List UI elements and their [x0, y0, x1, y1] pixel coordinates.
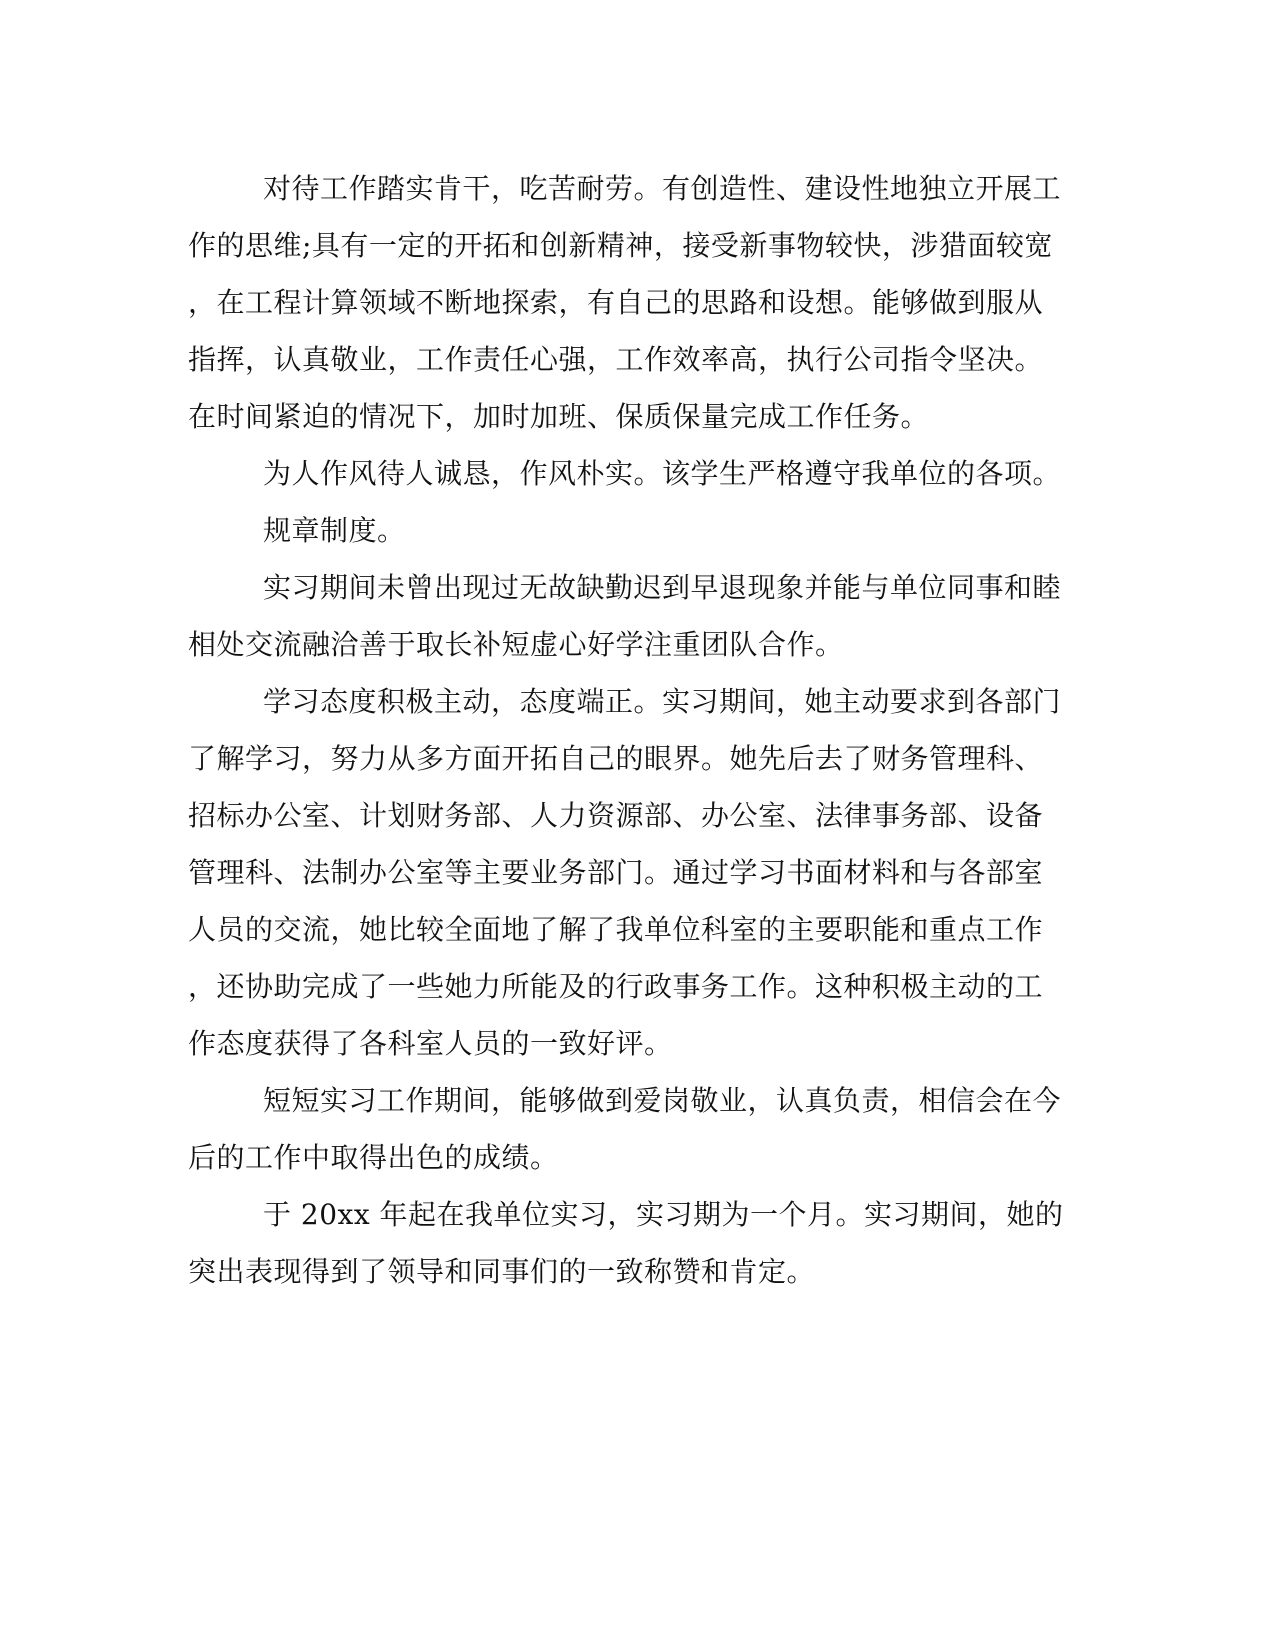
text-line: ，在工程计算领域不断地探索，有自己的思路和设想。能够做到服从	[188, 286, 1044, 319]
text-line: 短短实习工作期间，能够做到爱岗敬业，认真负责，相信会在今	[263, 1084, 1062, 1117]
text-line: 招标办公室、计划财务部、人力资源部、办公室、法律事务部、设备	[188, 799, 1044, 832]
text-line: 对待工作踏实肯干，吃苦耐劳。有创造性、建设性地独立开展工	[263, 172, 1062, 205]
text-line: 在时间紧迫的情况下，加时加班、保质保量完成工作任务。	[188, 400, 930, 433]
text-line: 于 20xx 年起在我单位实习，实习期为一个月。实习期间，她的	[263, 1198, 1064, 1231]
text-line: 了解学习，努力从多方面开拓自己的眼界。她先后去了财务管理科、	[188, 742, 1044, 775]
text-line: 相处交流融洽善于取长补短虚心好学注重团队合作。	[188, 628, 844, 661]
text-line: 人员的交流，她比较全面地了解了我单位科室的主要职能和重点工作	[188, 913, 1044, 946]
document-body	[188, 160, 1068, 1300]
text-line: 学习态度积极主动，态度端正。实习期间，她主动要求到各部门	[263, 685, 1062, 718]
text-line: 规章制度。	[263, 514, 406, 547]
text-line: ，还协助完成了一些她力所能及的行政事务工作。这种积极主动的工	[188, 970, 1044, 1003]
text-line: 指挥，认真敬业，工作责任心强，工作效率高，执行公司指令坚决。	[188, 343, 1044, 376]
text-line: 后的工作中取得出色的成绩。	[188, 1141, 559, 1174]
text-line: 作态度获得了各科室人员的一致好评。	[188, 1027, 673, 1060]
text-line: 突出表现得到了领导和同事们的一致称赞和肯定。	[188, 1255, 816, 1288]
text-line: 实习期间未曾出现过无故缺勤迟到早退现象并能与单位同事和睦	[263, 571, 1062, 604]
text-line: 作的思维;具有一定的开拓和创新精神，接受新事物较快，涉猎面较宽	[188, 229, 1053, 262]
text-line: 为人作风待人诚恳，作风朴实。该学生严格遵守我单位的各项。	[263, 457, 1062, 490]
text-line: 管理科、法制办公室等主要业务部门。通过学习书面材料和与各部室	[188, 856, 1044, 889]
